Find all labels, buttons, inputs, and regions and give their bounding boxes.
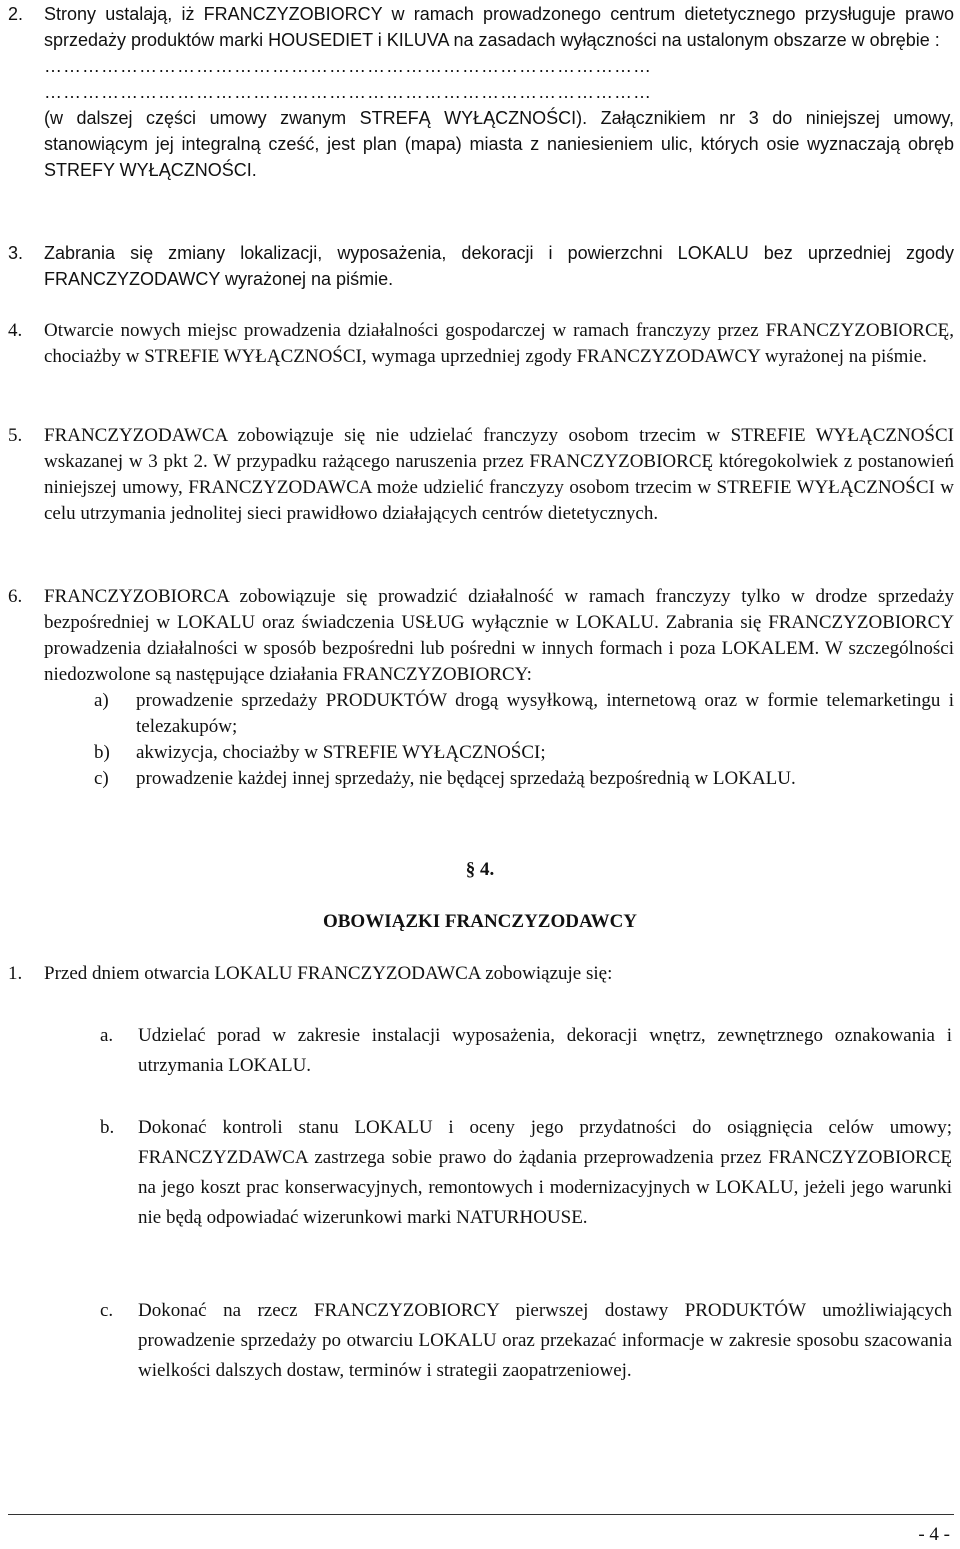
list-item-label: b) [94, 742, 110, 763]
list-item [100, 1021, 952, 1081]
paragraph-2-continued [8, 105, 954, 183]
list-item-text: prowadzenie każdej innej sprzedaży, nie będącej sprzedażą bezpośrednią w LOKALU. [136, 768, 796, 789]
list-item-text: Dokonać na rzecz FRANCZYZOBIORCY pierwszej dostawy PRODUKTÓW umożliwiających prowadzenie sprzedaży po otwarciu LOKALU oraz przekazać informacje w zakresie sposobu szacowania wielkości dalszych dostaw, terminów i strategii zaopatrzeniowej. [138, 1300, 952, 1381]
list-item-label: c) [94, 768, 109, 789]
list-item-label: a) [94, 690, 109, 711]
list-item-text: prowadzenie sprzedaży PRODUKTÓW drogą wysyłkową, internetową oraz w formie telemarketingu i telezakupów; [136, 690, 954, 737]
list-item-text: Dokonać kontroli stanu LOKALU i oceny jego przydatności do osiągnięcia celów umowy; FRANCZYZDAWCA zastrzega sobie prawo do żądania przeprowadzenia przez FRANCZYZOBIORCĘ na jego koszt prac konserwacyjnych, remontowych i modernizacyjnych w LOKALU, jeżeli jego warunki nie będą odpowiadać wizerunkowi marki NATURHOUSE. [138, 1117, 952, 1228]
list-item-text: akwizycja, chociażby w STREFIE WYŁĄCZNOŚCI; [136, 742, 546, 763]
paragraph-4 [8, 318, 954, 370]
list-item-label: c. [100, 1300, 114, 1321]
paragraph-number: 1. [8, 963, 23, 984]
paragraph-number: 6. [8, 586, 23, 607]
paragraph-text: (w dalszej części umowy zwanym STREFĄ WYŁĄCZNOŚCI). Załącznikiem nr 3 do niniejszej umowy, stanowiącym jej integralną cześć, jest plan (mapa) miasta z naniesieniem ulic, których osie wyznaczają obręb STREFY WYŁĄCZNOŚCI. [44, 108, 954, 180]
paragraph-text: Przed dniem otwarcia LOKALU FRANCZYZODAWCA zobowiązuje się: [44, 963, 613, 984]
section-number: § 4. [465, 859, 495, 880]
paragraph-text: FRANCZYZODAWCA zobowiązuje się nie udzielać franczyzy osobom trzecim w STREFIE WYŁĄCZNOŚCI wskazanej w 3 pkt 2. W przypadku rażącego naruszenia przez FRANCZYZOBIORCĘ któregokolwiek z postanowień niniejszej umowy, FRANCZYZODAWCA może udzielić franczyzy osobom trzecim w STREFIE WYŁĄCZNOŚCI w celu utrzymania jednolitej sieci prawidłowo działających centrów dietetycznych. [44, 425, 954, 524]
paragraph-6 [8, 584, 954, 792]
list-item [8, 688, 954, 740]
paragraph-text: FRANCZYZOBIORCA zobowiązuje się prowadzić działalność w ramach franczyzy tylko w drodze sprzedaży bezpośredniej w LOKALU oraz świadczenia USŁUG wyłącznie w LOKALU. Zabrania się FRANCZYZOBIORCY prowadzenia działalności w sposób bezpośredni lub pośredni w innych formach i poza LOKALEM. W szczególności niedozwolone są następujące działania FRANCZYZOBIORCY: [44, 586, 954, 685]
paragraph-3 [8, 240, 954, 292]
paragraph-number: 2. [8, 4, 24, 24]
paragraph-text: Zabrania się zmiany lokalizacji, wyposażenia, dekoracji i powierzchni LOKALU bez uprzedniej zgody FRANCZYZODAWCY wyrażonej na piśmie. [44, 243, 954, 289]
list-item-text: Udzielać porad w zakresie instalacji wyposażenia, dekoracji wnętrz, zewnętrznego oznakowania i utrzymania LOKALU. [138, 1025, 952, 1076]
blank-line-1: …………………………………………………………………………………… [44, 56, 652, 76]
list-item [100, 1296, 952, 1386]
list-item [8, 766, 954, 792]
blank-line-2: …………………………………………………………………………………… [44, 82, 652, 102]
list-item-label: a. [100, 1025, 114, 1046]
paragraph-2 [8, 1, 954, 105]
paragraph-text: Strony ustalają, iż FRANCZYZOBIORCY w ramach prowadzonego centrum dietetycznego przysługuje prawo sprzedaży produktów marki HOUSEDIET i KILUVA na zasadach wyłączności na ustalonym obszarze w obrębie : [44, 4, 954, 50]
list-item [8, 740, 954, 766]
paragraph-number: 4. [8, 320, 23, 341]
list-item-label: b. [100, 1117, 115, 1138]
paragraph-s1 [8, 961, 954, 987]
paragraph-5 [8, 423, 954, 527]
paragraph-number: 3. [8, 243, 24, 263]
section-title: OBOWIĄZKI FRANCZYZODAWCY [322, 911, 638, 932]
page-number: - 4 - [918, 1524, 950, 1545]
footer-divider [8, 1514, 954, 1515]
paragraph-text: Otwarcie nowych miejsc prowadzenia działalności gospodarczej w ramach franczyzy przez FRANCZYZOBIORCĘ, chociażby w STREFIE WYŁĄCZNOŚCI, wymaga uprzedniej zgody FRANCZYZODAWCY wyrażonej na piśmie. [44, 320, 954, 367]
paragraph-number: 5. [8, 425, 23, 446]
list-item [100, 1113, 952, 1233]
